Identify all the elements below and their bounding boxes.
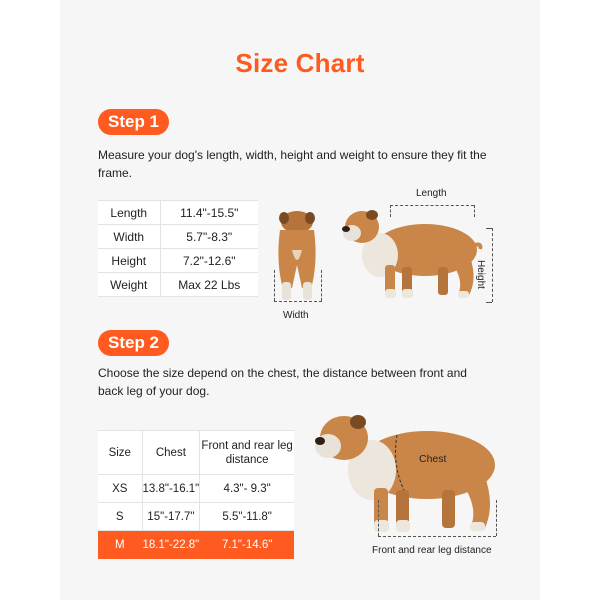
measure-value: 5.7"-8.3" xyxy=(160,225,258,249)
width-label: Width xyxy=(283,310,309,321)
size-header: Size xyxy=(98,431,142,475)
step2-size-table xyxy=(98,430,294,559)
length-tick-right xyxy=(474,205,475,217)
measure-name: Weight xyxy=(98,273,160,297)
leg-distance-cell: 5.5"-11.8" xyxy=(200,503,294,531)
chest-cell: 13.8"-16.1" xyxy=(142,475,200,503)
step1-badge: Step 1 xyxy=(98,109,169,135)
measure-value: Max 22 Lbs xyxy=(160,273,258,297)
dog-side-view-illustration xyxy=(340,205,490,305)
measure-value: 7.2"-12.6" xyxy=(160,249,258,273)
height-tick-top xyxy=(486,228,492,229)
measure-value: 11.4"-15.5" xyxy=(160,201,258,225)
table-row xyxy=(98,475,294,503)
step1-instructions: Measure your dog's length, width, height and weight to ensure they fit the frame. xyxy=(98,148,487,180)
chest-header: Chest xyxy=(142,431,200,475)
size-cell: M xyxy=(98,531,142,559)
dog-chest-illustration xyxy=(312,410,502,540)
measure-name: Length xyxy=(98,201,160,225)
chest-cell: 15"-17.7" xyxy=(142,503,200,531)
leg-distance-cell: 7.1"-14.6" xyxy=(200,531,294,559)
height-tick-bottom xyxy=(486,302,492,303)
length-tick-left xyxy=(390,205,391,217)
measure-name: Width xyxy=(98,225,160,249)
step2-instructions: Choose the size depend on the chest, the distance between front and back leg of your dog. xyxy=(98,366,467,398)
measure-name: Height xyxy=(98,249,160,273)
step2-badge: Step 2 xyxy=(98,330,169,356)
table-header-row xyxy=(98,431,294,475)
table-row xyxy=(98,225,258,249)
leg-distance-header: Front and rear leg distance xyxy=(200,431,294,475)
width-dimension-line xyxy=(274,301,322,302)
chest-label: Chest xyxy=(419,453,447,465)
table-row xyxy=(98,273,258,297)
leg-distance-dimension-line xyxy=(378,536,496,537)
height-dimension-line xyxy=(492,228,493,302)
page-title: Size Chart xyxy=(235,48,365,78)
leg-distance-tick-right xyxy=(496,500,497,536)
chest-cell: 18.1"-22.8" xyxy=(142,531,200,559)
step1-measurement-table xyxy=(98,200,258,297)
leg-distance-label: Front and rear leg distance xyxy=(372,545,492,556)
width-tick-left xyxy=(274,270,275,301)
length-label: Length xyxy=(416,188,447,199)
table-row xyxy=(98,503,294,531)
dog-rear-view-illustration xyxy=(270,210,325,305)
size-cell: XS xyxy=(98,475,142,503)
width-tick-right xyxy=(321,270,322,301)
table-row-highlighted xyxy=(98,531,294,559)
height-label: Height xyxy=(475,260,486,289)
leg-distance-cell: 4.3"- 9.3" xyxy=(200,475,294,503)
leg-distance-tick-left xyxy=(378,500,379,536)
length-dimension-line xyxy=(390,205,474,206)
table-row xyxy=(98,201,258,225)
table-row xyxy=(98,249,258,273)
size-cell: S xyxy=(98,503,142,531)
